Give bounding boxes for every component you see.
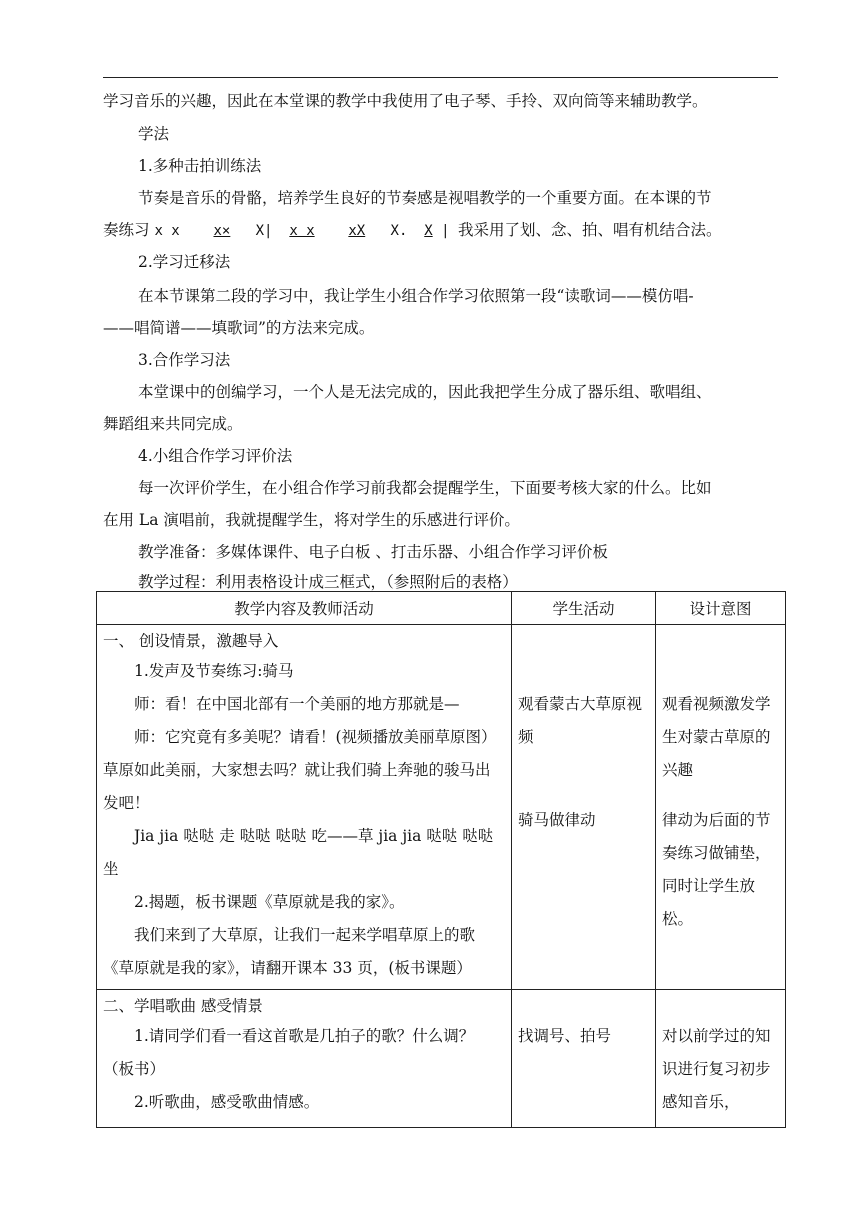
method-1-text-b (103, 220, 722, 241)
section-2-design-cell (656, 990, 786, 1128)
method-1-suffix: 我采用了划、念、拍、唱有机结合法。 (457, 221, 722, 239)
rhythm-note: x× (213, 223, 231, 239)
section-2-student-cell (512, 990, 656, 1128)
method-2-title: 2.学习迁移法 (138, 253, 231, 271)
header-rule (103, 77, 778, 78)
table-row (97, 625, 786, 990)
method-1-prefix: 奏练习 (103, 221, 150, 239)
section-1-p3: 师：它究竟有多美呢？请看！(视频播放美丽草原图）草原如此美丽，大家想去吗？就让我们骑上奔驰的骏马出发吧！ (103, 728, 497, 812)
header-student-activity: 学生活动 (512, 592, 656, 625)
lesson-plan-table (96, 591, 786, 1128)
section-2-student-a: 找调号、拍号 (518, 1027, 612, 1045)
section-1-design-b: 律动为后面的节奏练习做铺垫，同时让学生放松。 (662, 811, 771, 928)
method-2-text-b: ——唱简谱——填歌词”的方法来完成。 (103, 319, 375, 337)
section-1-student-b: 骑马做律动 (518, 811, 596, 829)
method-1-text-a: 节奏是音乐的骨骼，培养学生良好的节奏感是视唱教学的一个重要方面。在本课的节 (138, 189, 712, 207)
rhythm-note: X| (255, 223, 273, 239)
method-3-title: 3.合作学习法 (138, 351, 231, 369)
method-4-title: 4.小组合作学习评价法 (138, 447, 293, 465)
section-2-teacher-cell (97, 990, 512, 1128)
section-1-design-cell (656, 625, 786, 990)
rhythm-note: x x (289, 223, 315, 239)
rhythm-note: X. (390, 223, 408, 239)
rhythm-pattern (154, 223, 458, 239)
method-2-text-a: 在本节课第二段的学习中，我让学生小组合作学习依照第一段“读歌词——模仿唱- (138, 287, 694, 305)
method-4-text-b: 在用 La 演唱前，我就提醒学生，将对学生的乐感进行评价。 (103, 511, 520, 529)
section-1-title: 一、 创设情景，激趣导入 (103, 632, 279, 650)
method-3-text-a: 本堂课中的创编学习，一个人是无法完成的，因此我把学生分成了器乐组、歌唱组、 (138, 383, 712, 401)
rhythm-note: x x (154, 223, 180, 239)
section-1-p6: 我们来到了大草原，让我们一起来学唱草原上的歌《草原就是我的家》，请翻开课本 33 页，(板书课题） (103, 926, 476, 977)
section-1-p1: 1.发声及节奏练习:骑马 (134, 662, 294, 680)
teaching-process: 教学过程：利用表格设计成三框式，（参照附后的表格） (138, 573, 518, 591)
section-1-student-a: 观看蒙古大草原视频 (518, 695, 643, 746)
section-1-teacher-cell (97, 625, 512, 990)
section-2-p2: 2.听歌曲，感受歌曲情感。 (134, 1093, 320, 1111)
section-2-title: 二、学唱歌曲 感受情景 (103, 997, 263, 1015)
section-1-design-a: 观看视频激发学生对蒙古草原的兴趣 (662, 695, 771, 779)
rhythm-barline: | (441, 223, 450, 239)
method-3-text-b: 舞蹈组来共同完成。 (103, 415, 243, 433)
section-1-p4: Jia jia 哒哒 走 哒哒 哒哒 吃——草 jia jia 哒哒 哒哒 坐 (103, 827, 494, 878)
teaching-prep: 教学准备：多媒体课件、电子白板 、打击乐器、小组合作学习评价板 (138, 543, 608, 561)
intro-line-1: 学习音乐的兴趣，因此在本堂课的教学中我使用了电子琴、手拎、双向筒等来辅助教学。 (103, 92, 708, 110)
section-1-p2: 师：看！在中国北部有一个美丽的地方那就是— (134, 695, 460, 713)
method-1-title: 1.多种击拍训练法 (138, 157, 262, 175)
section-1-student-cell (512, 625, 656, 990)
section-2-p1: 1.请同学们看一看这首歌是几拍子的歌？什么调？（板书） (103, 1027, 475, 1078)
header-design-intent: 设计意图 (656, 592, 786, 625)
table-header-row (97, 592, 786, 625)
table-row (97, 990, 786, 1128)
rhythm-note: xX (348, 223, 366, 239)
header-teacher-activity: 教学内容及教师活动 (97, 592, 512, 625)
rhythm-note: X (424, 223, 433, 239)
section-2-design-a: 对以前学过的知识进行复习初步感知音乐， (662, 1027, 771, 1111)
section-1-p5: 2.揭题，板书课题《草原就是我的家》。 (134, 893, 405, 911)
study-method-title: 学法 (138, 125, 170, 143)
method-4-text-a: 每一次评价学生，在小组合作学习前我都会提醒学生，下面要考核大家的什么。比如 (138, 479, 712, 497)
